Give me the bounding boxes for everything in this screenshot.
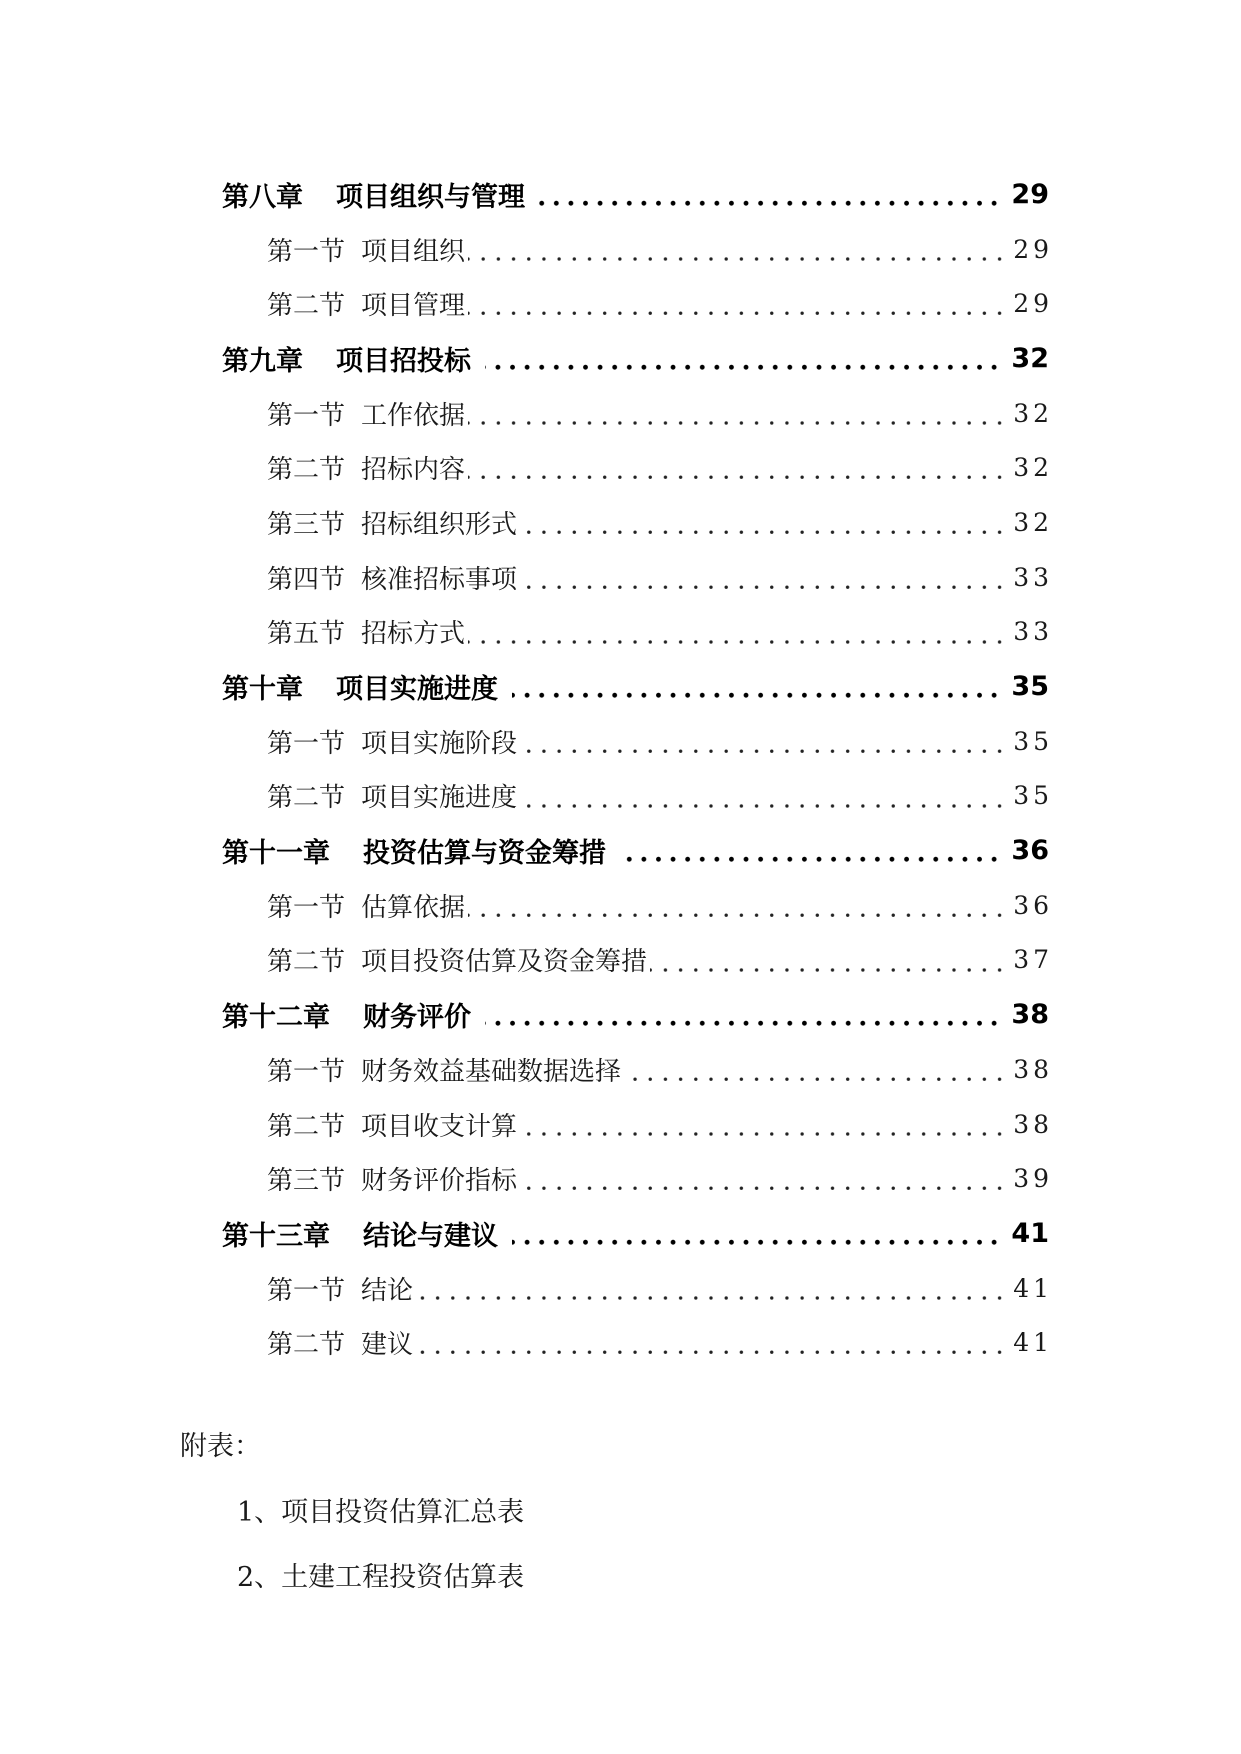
section-title: 项目收支计算 [361,1111,518,1142]
section-title: 财务效益基础数据选择 [361,1056,622,1087]
toc-section-entry [222,878,1053,933]
page-number: 29 [1013,234,1053,264]
section-title: 建议 [361,1330,414,1361]
page-number: 33 [1013,617,1053,647]
toc-chapter-entry [222,1206,1049,1261]
section-number: 第五节 [267,619,346,650]
dot-leader [650,933,1007,988]
section-number: 第一节 [267,892,346,923]
toc-chapter-entry [222,659,1049,714]
section-title: 结论 [361,1275,414,1306]
chapter-title: 结论与建议 [363,1220,498,1252]
page-number: 35 [1011,671,1049,703]
toc-section-entry [222,1315,1053,1370]
appendix-list-item: 2、土建工程投资估算表 [237,1562,525,1593]
toc-chapter-entry [222,167,1049,222]
section-title: 项目实施进度 [361,783,518,814]
chapter-number: 第十三章 [222,1220,330,1252]
toc-section-entry [222,495,1053,550]
page-number: 37 [1013,945,1053,975]
page-number: 41 [1013,1328,1053,1358]
section-number: 第一节 [267,400,346,431]
toc-section-entry [222,550,1053,605]
section-number: 第一节 [267,728,346,759]
page-number: 29 [1013,289,1053,319]
section-number: 第一节 [267,236,346,267]
chapter-title: 投资估算与资金筹措 [363,838,606,870]
toc-section-entry [222,1151,1053,1206]
page-number: 41 [1011,1217,1049,1249]
section-title: 招标内容 [361,455,466,486]
dot-leader [520,495,1007,550]
section-title: 工作依据 [361,400,466,431]
toc-section-entry [222,386,1053,441]
page-number: 38 [1013,1109,1053,1139]
toc-chapter-entry [222,987,1049,1042]
section-number: 第一节 [267,1056,346,1087]
toc-chapter-entry [222,823,1049,878]
section-number: 第一节 [267,1275,346,1306]
page-number: 32 [1011,342,1049,374]
section-number: 第二节 [267,455,346,486]
dot-leader [485,987,1001,1042]
dot-leader [468,222,1007,277]
chapter-number: 第十二章 [222,1002,330,1034]
section-title: 估算依据 [361,892,466,923]
section-title: 财务评价指标 [361,1166,518,1197]
appendix-heading: 附表： [180,1431,261,1462]
dot-leader [468,276,1007,331]
toc-section-entry [222,714,1053,769]
dot-leader [512,659,1001,714]
section-number: 第四节 [267,564,346,595]
dot-leader [620,823,1001,878]
chapter-number: 第十一章 [222,838,330,870]
toc-section-entry [222,933,1053,988]
dot-leader [520,550,1007,605]
dot-leader [416,1315,1007,1370]
dot-leader [520,1097,1007,1152]
toc-section-entry [222,605,1053,660]
page-number: 32 [1013,507,1053,537]
dot-leader [416,1261,1007,1316]
table-of-contents [222,167,1053,1370]
chapter-title: 项目组织与管理 [336,181,525,213]
dot-leader [468,440,1007,495]
dot-leader [468,605,1007,660]
dot-leader [512,1206,1001,1261]
section-number: 第二节 [267,291,346,322]
section-title: 招标组织形式 [361,509,518,540]
page-number: 29 [1011,178,1049,210]
page-number: 35 [1013,781,1053,811]
toc-section-entry [222,440,1053,495]
section-number: 第三节 [267,1166,346,1197]
page-number: 41 [1013,1273,1053,1303]
section-title: 项目管理 [361,291,466,322]
section-title: 项目投资估算及资金筹措 [361,947,648,978]
section-number: 第二节 [267,947,346,978]
chapter-title: 项目招投标 [336,345,471,377]
section-number: 第三节 [267,509,346,540]
toc-section-entry [222,276,1053,331]
toc-section-entry [222,1261,1053,1316]
page-number: 35 [1013,726,1053,756]
section-number: 第二节 [267,1330,346,1361]
appendix-list-item: 1、项目投资估算汇总表 [237,1497,525,1528]
toc-section-entry [222,222,1053,277]
toc-section-entry [222,769,1053,824]
chapter-title: 财务评价 [363,1002,471,1034]
section-title: 招标方式 [361,619,466,650]
toc-chapter-entry [222,331,1049,386]
dot-leader [539,167,1001,222]
section-number: 第二节 [267,1111,346,1142]
chapter-title: 项目实施进度 [336,674,498,706]
dot-leader [624,1042,1007,1097]
page-number: 39 [1013,1164,1053,1194]
chapter-number: 第九章 [222,345,303,377]
section-number: 第二节 [267,783,346,814]
page-number: 38 [1011,999,1049,1031]
dot-leader [468,386,1007,441]
section-title: 项目组织 [361,236,466,267]
chapter-number: 第八章 [222,181,303,213]
dot-leader [520,769,1007,824]
toc-section-entry [222,1097,1053,1152]
section-title: 核准招标事项 [361,564,518,595]
dot-leader [485,331,1001,386]
page-number: 32 [1013,398,1053,428]
page-number: 32 [1013,453,1053,483]
chapter-number: 第十章 [222,674,303,706]
page-number: 36 [1013,890,1053,920]
dot-leader [520,1151,1007,1206]
page-number: 33 [1013,562,1053,592]
page-number: 38 [1013,1054,1053,1084]
dot-leader [520,714,1007,769]
section-title: 项目实施阶段 [361,728,518,759]
dot-leader [468,878,1007,933]
page-number: 36 [1011,835,1049,867]
toc-section-entry [222,1042,1053,1097]
